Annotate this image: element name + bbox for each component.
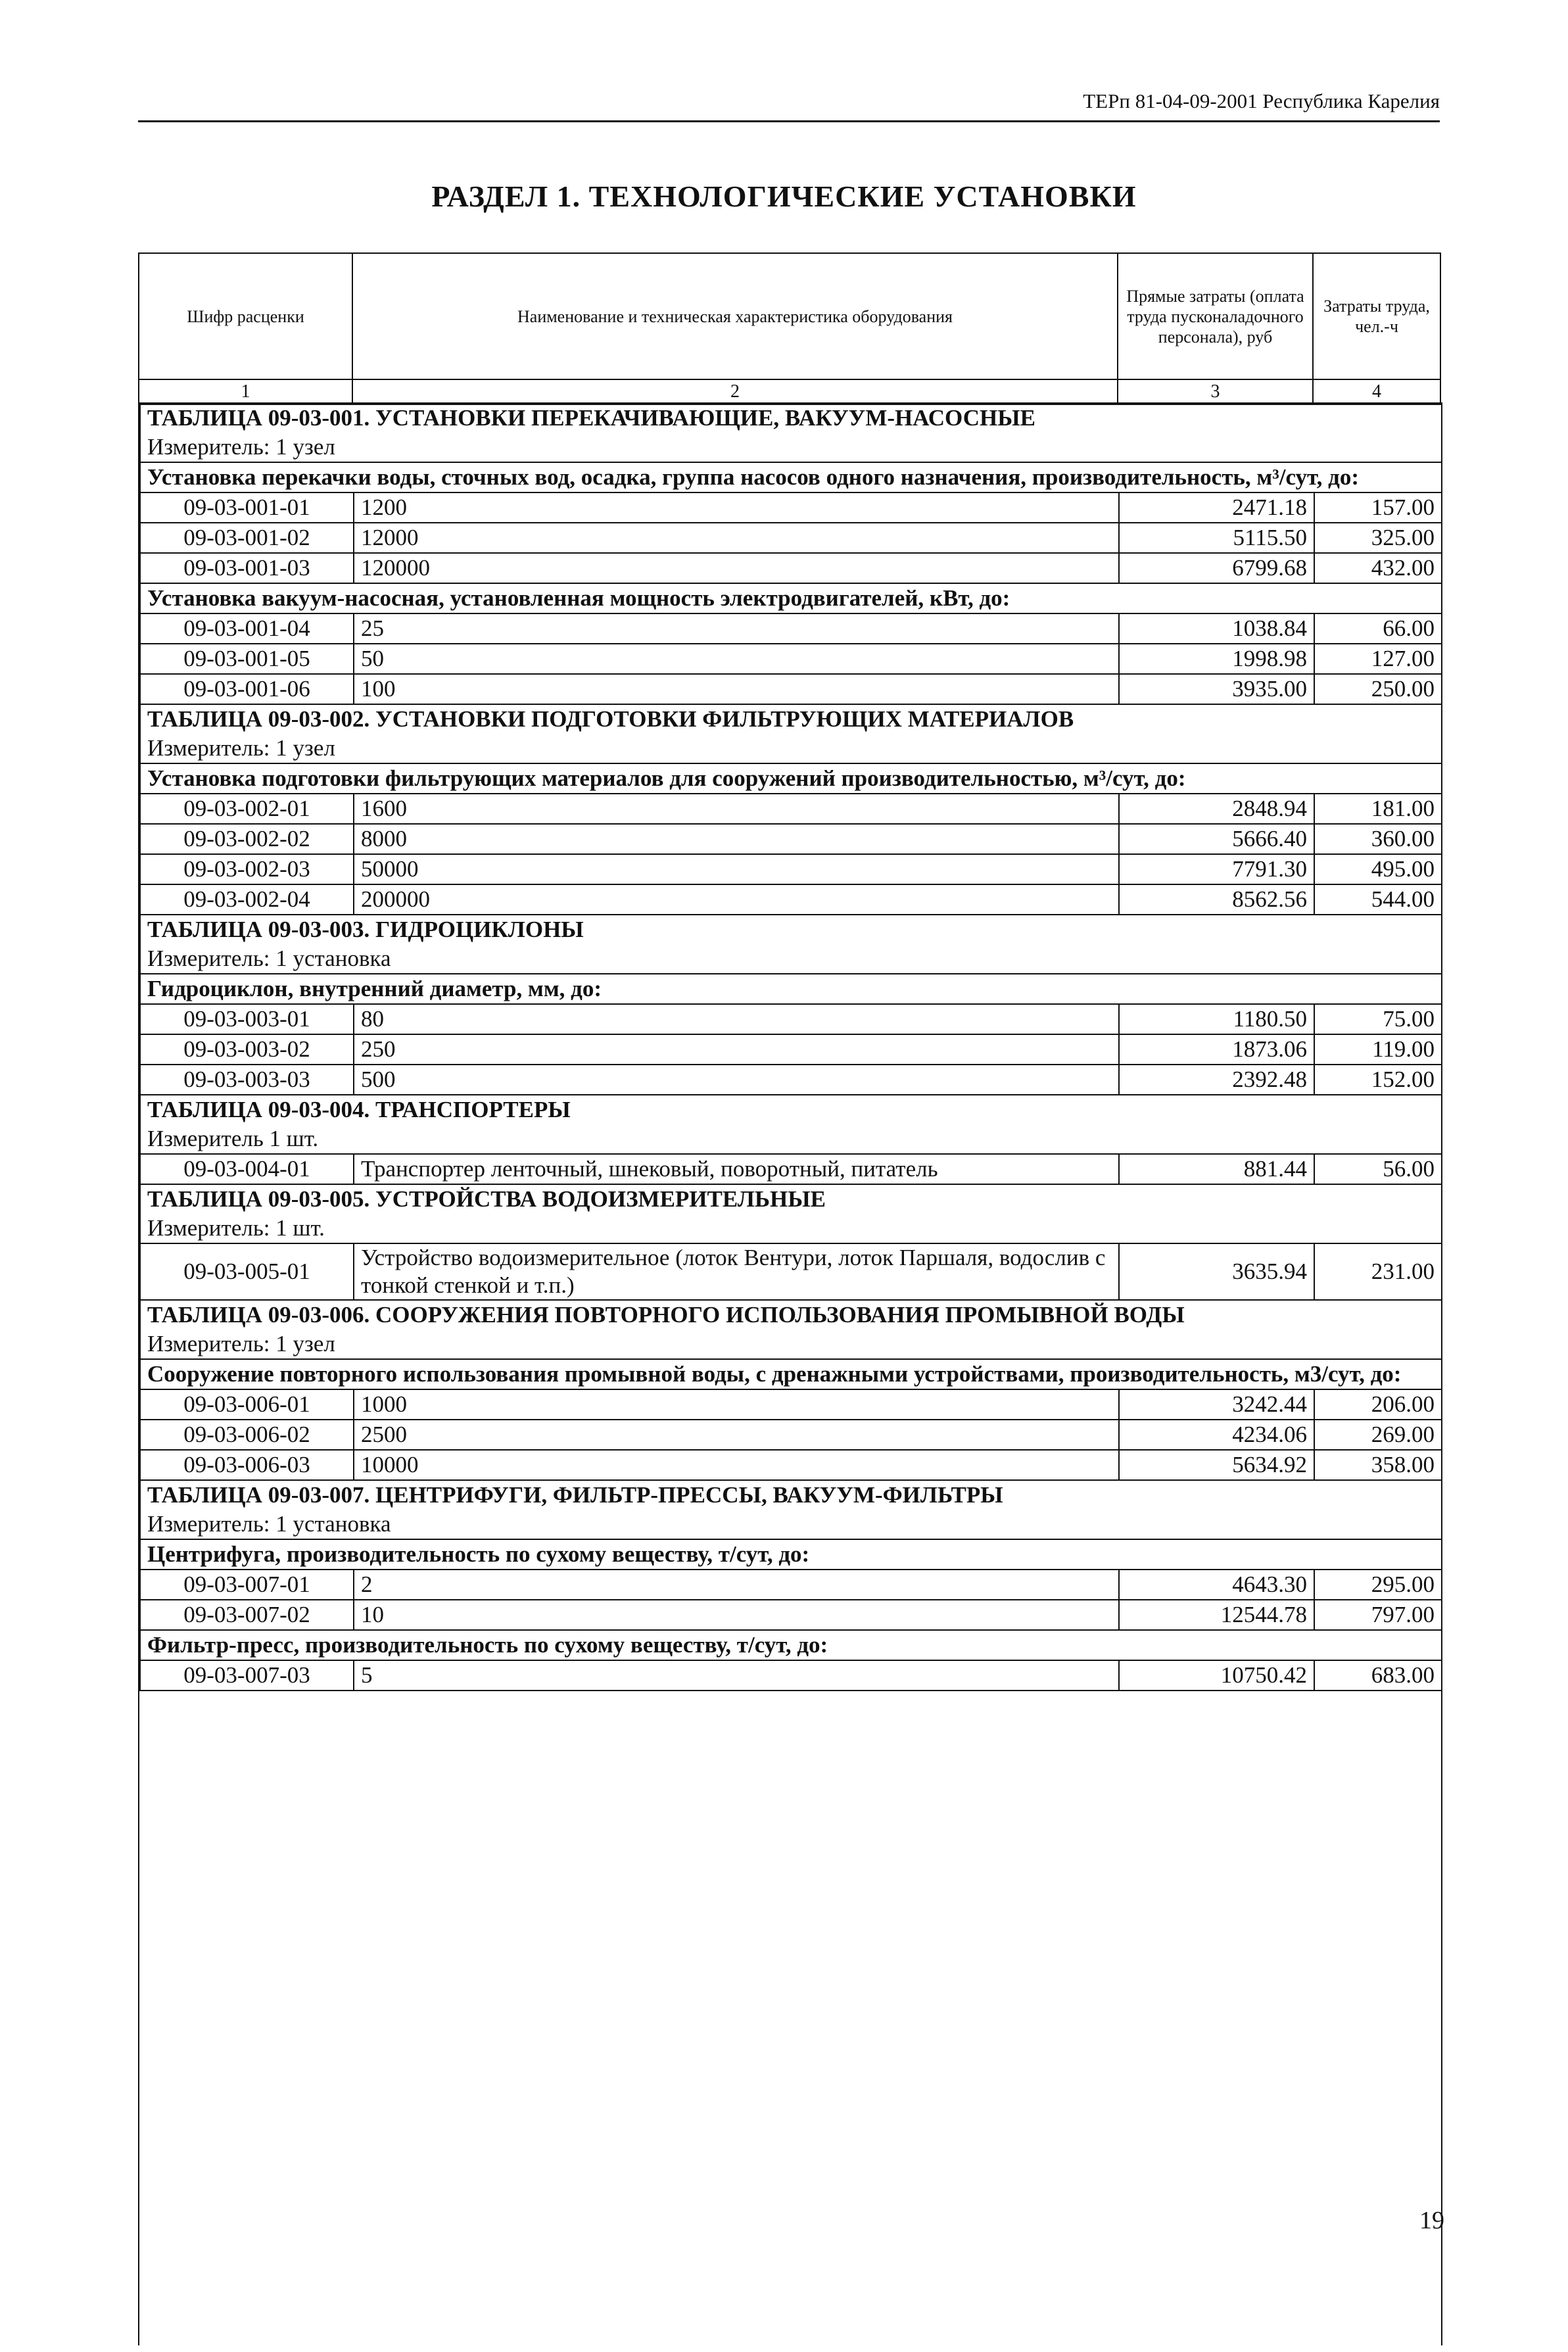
rate-labor: 119.00 [1314, 1034, 1442, 1065]
table-row [140, 523, 1442, 553]
rate-labor: 152.00 [1314, 1065, 1442, 1095]
rate-code: 09-03-001-01 [140, 492, 354, 523]
table-title-row [140, 403, 1442, 433]
rate-name: 2 [354, 1570, 1119, 1600]
col-number: 3 [1118, 379, 1313, 404]
table-title: ТАБЛИЦА 09-03-003. ГИДРОЦИКЛОНЫ [140, 915, 1442, 944]
rate-name: 25 [354, 613, 1119, 644]
table-row [140, 1034, 1442, 1065]
col-name-header: Наименование и техническая характеристика оборудования [352, 253, 1118, 379]
rate-cost: 3635.94 [1119, 1243, 1314, 1300]
rate-cost: 5634.92 [1119, 1450, 1314, 1480]
table-meter: Измеритель 1 шт. [140, 1124, 1442, 1154]
rate-code: 09-03-002-02 [140, 824, 354, 854]
table-row [140, 794, 1442, 824]
table-row [140, 1065, 1442, 1095]
rate-labor: 358.00 [1314, 1450, 1442, 1480]
rate-code: 09-03-002-04 [140, 884, 354, 915]
group-heading-row [140, 763, 1442, 794]
table-title-row [140, 1095, 1442, 1124]
table-title-row [140, 1184, 1442, 1214]
group-heading: Фильтр-пресс, производительность по сухому веществу, т/сут, до: [140, 1630, 1442, 1660]
table-title: ТАБЛИЦА 09-03-001. УСТАНОВКИ ПЕРЕКАЧИВАЮЩИЕ, ВАКУУМ-НАСОСНЫЕ [140, 403, 1442, 433]
rate-name: 1600 [354, 794, 1119, 824]
rate-cost: 3935.00 [1119, 674, 1314, 704]
table-row [140, 644, 1442, 674]
rate-name: 8000 [354, 824, 1119, 854]
table-meter-row [140, 1214, 1442, 1243]
table-row [140, 613, 1442, 644]
table-meter-row [140, 1124, 1442, 1154]
rate-labor: 181.00 [1314, 794, 1442, 824]
table-row [140, 854, 1442, 884]
rate-name: 2500 [354, 1420, 1119, 1450]
table-meter: Измеритель: 1 узел [140, 433, 1442, 462]
table-row [140, 824, 1442, 854]
table-meter-row [140, 433, 1442, 462]
table-row [140, 884, 1442, 915]
table-row [140, 674, 1442, 704]
rate-code: 09-03-006-01 [140, 1389, 354, 1420]
rate-cost: 5666.40 [1119, 824, 1314, 854]
rate-name: 250 [354, 1034, 1119, 1065]
rate-labor: 269.00 [1314, 1420, 1442, 1450]
rate-name: Транспортер ленточный, шнековый, поворотный, питатель [354, 1154, 1119, 1184]
rate-cost: 2471.18 [1119, 492, 1314, 523]
col-code-header: Шифр расценки [139, 253, 352, 379]
rate-code: 09-03-002-03 [140, 854, 354, 884]
group-heading: Установка подготовки фильтрующих материалов для сооружений производительностью, м³/сут, до: [140, 763, 1442, 794]
rate-labor: 66.00 [1314, 613, 1442, 644]
rate-labor: 157.00 [1314, 492, 1442, 523]
group-heading-row [140, 1539, 1442, 1570]
group-heading-row [140, 583, 1442, 613]
col-number: 2 [352, 379, 1118, 404]
rate-cost: 7791.30 [1119, 854, 1314, 884]
rate-code: 09-03-006-03 [140, 1450, 354, 1480]
rate-cost: 4643.30 [1119, 1570, 1314, 1600]
rate-labor: 432.00 [1314, 553, 1442, 583]
table-meter: Измеритель: 1 узел [140, 734, 1442, 763]
rate-cost: 10750.42 [1119, 1660, 1314, 1691]
column-header-table [138, 252, 1441, 405]
rate-code: 09-03-001-03 [140, 553, 354, 583]
table-title-row [140, 1480, 1442, 1510]
rate-labor: 325.00 [1314, 523, 1442, 553]
rate-tables [138, 402, 1442, 2345]
rate-cost: 1873.06 [1119, 1034, 1314, 1065]
section-title: РАЗДЕЛ 1. ТЕХНОЛОГИЧЕСКИЕ УСТАНОВКИ [431, 180, 1137, 213]
rate-table [139, 402, 1442, 1691]
table-meter-row [140, 734, 1442, 763]
running-header [138, 89, 1440, 122]
rate-cost: 1180.50 [1119, 1004, 1314, 1034]
rate-code: 09-03-005-01 [140, 1243, 354, 1300]
rate-cost: 5115.50 [1119, 523, 1314, 553]
table-row [140, 1243, 1442, 1300]
rate-labor: 231.00 [1314, 1243, 1442, 1300]
rate-code: 09-03-003-03 [140, 1065, 354, 1095]
running-title: ТЕРп 81-04-09-2001 Республика Карелия [1083, 89, 1440, 112]
rate-labor: 797.00 [1314, 1600, 1442, 1630]
rate-name: 50000 [354, 854, 1119, 884]
rate-labor: 495.00 [1314, 854, 1442, 884]
rate-name: 500 [354, 1065, 1119, 1095]
column-header [138, 252, 1440, 405]
rate-name: 10000 [354, 1450, 1119, 1480]
table-title: ТАБЛИЦА 09-03-004. ТРАНСПОРТЕРЫ [140, 1095, 1442, 1124]
rate-cost: 1998.98 [1119, 644, 1314, 674]
rate-labor: 250.00 [1314, 674, 1442, 704]
rate-name: 1000 [354, 1389, 1119, 1420]
group-heading: Сооружение повторного использования промывной воды, с дренажными устройствами, производительность, м3/сут, до: [140, 1359, 1442, 1389]
rate-code: 09-03-003-01 [140, 1004, 354, 1034]
table-meter: Измеритель: 1 установка [140, 944, 1442, 974]
rate-cost: 6799.68 [1119, 553, 1314, 583]
rate-name: 1200 [354, 492, 1119, 523]
rate-labor: 206.00 [1314, 1389, 1442, 1420]
rate-name: 50 [354, 644, 1119, 674]
table-row [140, 1154, 1442, 1184]
table-row [140, 1660, 1442, 1691]
rate-cost: 3242.44 [1119, 1389, 1314, 1420]
rate-code: 09-03-004-01 [140, 1154, 354, 1184]
rate-labor: 683.00 [1314, 1660, 1442, 1691]
group-heading: Установка перекачки воды, сточных вод, осадка, группа насосов одного назначения, производительность, м³/сут, до: [140, 462, 1442, 492]
table-row [140, 492, 1442, 523]
col-cost-header: Прямые затраты (оплата труда пусконаладочного персонала), руб [1118, 253, 1313, 379]
rate-cost: 881.44 [1119, 1154, 1314, 1184]
rate-cost: 2392.48 [1119, 1065, 1314, 1095]
rate-code: 09-03-001-05 [140, 644, 354, 674]
rate-labor: 75.00 [1314, 1004, 1442, 1034]
table-row [140, 1004, 1442, 1034]
rate-code: 09-03-007-03 [140, 1660, 354, 1691]
table-row [140, 1600, 1442, 1630]
group-heading-row [140, 1630, 1442, 1660]
table-title-row [140, 704, 1442, 734]
rate-labor: 360.00 [1314, 824, 1442, 854]
table-title: ТАБЛИЦА 09-03-005. УСТРОЙСТВА ВОДОИЗМЕРИТЕЛЬНЫЕ [140, 1184, 1442, 1214]
group-heading: Центрифуга, производительность по сухому веществу, т/сут, до: [140, 1539, 1442, 1570]
table-meter-row [140, 1510, 1442, 1539]
table-meter-row [140, 1330, 1442, 1359]
rate-name: Устройство водоизмерительное (лоток Вентури, лоток Паршаля, водослив с тонкой стенкой и т.п.) [354, 1243, 1119, 1300]
rate-name: 200000 [354, 884, 1119, 915]
rate-cost: 1038.84 [1119, 613, 1314, 644]
page-number: 19 [1419, 2207, 1444, 2234]
rate-name: 80 [354, 1004, 1119, 1034]
table-meter: Измеритель: 1 установка [140, 1510, 1442, 1539]
table-title-row [140, 915, 1442, 944]
rate-labor: 544.00 [1314, 884, 1442, 915]
group-heading-row [140, 1359, 1442, 1389]
rate-name: 100 [354, 674, 1119, 704]
rate-name: 5 [354, 1660, 1119, 1691]
rate-name: 12000 [354, 523, 1119, 553]
rate-labor: 56.00 [1314, 1154, 1442, 1184]
rate-code: 09-03-007-01 [140, 1570, 354, 1600]
rate-code: 09-03-006-02 [140, 1420, 354, 1450]
table-row [140, 1420, 1442, 1450]
table-row [140, 1389, 1442, 1420]
table-title: ТАБЛИЦА 09-03-007. ЦЕНТРИФУГИ, ФИЛЬТР-ПРЕССЫ, ВАКУУМ-ФИЛЬТРЫ [140, 1480, 1442, 1510]
rate-cost: 2848.94 [1119, 794, 1314, 824]
table-title-row [140, 1300, 1442, 1330]
rate-code: 09-03-002-01 [140, 794, 354, 824]
rate-code: 09-03-001-02 [140, 523, 354, 553]
group-heading-row [140, 974, 1442, 1004]
table-title: ТАБЛИЦА 09-03-006. СООРУЖЕНИЯ ПОВТОРНОГО ИСПОЛЬЗОВАНИЯ ПРОМЫВНОЙ ВОДЫ [140, 1300, 1442, 1330]
rate-labor: 295.00 [1314, 1570, 1442, 1600]
col-number: 4 [1313, 379, 1440, 404]
rate-code: 09-03-001-06 [140, 674, 354, 704]
rate-name: 120000 [354, 553, 1119, 583]
rate-code: 09-03-001-04 [140, 613, 354, 644]
rate-code: 09-03-003-02 [140, 1034, 354, 1065]
table-meter: Измеритель: 1 узел [140, 1330, 1442, 1359]
table-meter: Измеритель: 1 шт. [140, 1214, 1442, 1243]
rate-cost: 4234.06 [1119, 1420, 1314, 1450]
table-row [140, 1570, 1442, 1600]
group-heading: Гидроциклон, внутренний диаметр, мм, до: [140, 974, 1442, 1004]
table-meter-row [140, 944, 1442, 974]
group-heading-row [140, 462, 1442, 492]
rate-name: 10 [354, 1600, 1119, 1630]
col-labor-header: Затраты труда, чел.-ч [1313, 253, 1440, 379]
table-row [140, 1450, 1442, 1480]
table-row [140, 553, 1442, 583]
rate-cost: 8562.56 [1119, 884, 1314, 915]
group-heading: Установка вакуум-насосная, установленная мощность электродвигателей, кВт, до: [140, 583, 1442, 613]
rate-labor: 127.00 [1314, 644, 1442, 674]
rate-cost: 12544.78 [1119, 1600, 1314, 1630]
table-title: ТАБЛИЦА 09-03-002. УСТАНОВКИ ПОДГОТОВКИ ФИЛЬТРУЮЩИХ МАТЕРИАЛОВ [140, 704, 1442, 734]
rate-code: 09-03-007-02 [140, 1600, 354, 1630]
col-number: 1 [139, 379, 352, 404]
